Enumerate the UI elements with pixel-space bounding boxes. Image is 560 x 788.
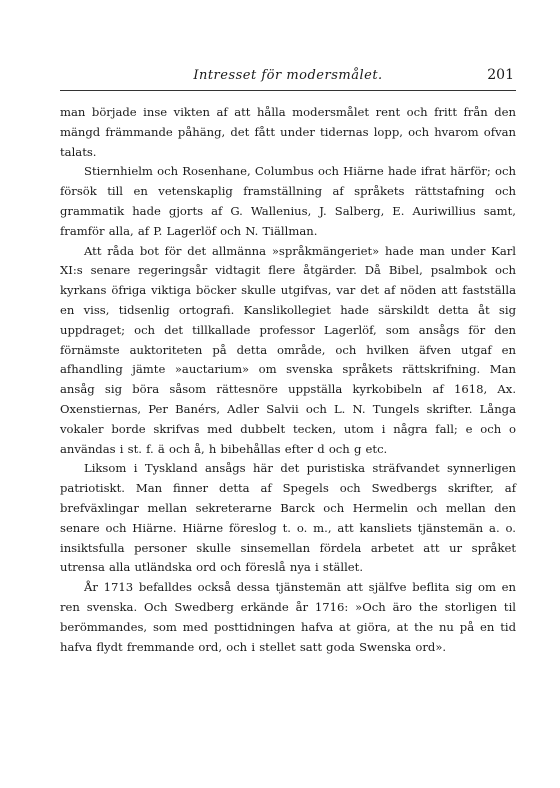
page-header (60, 64, 516, 91)
page-number: 201 (487, 67, 514, 83)
body-text (60, 103, 516, 657)
running-title: Intresset för modersmålet. (193, 68, 383, 83)
book-page (60, 64, 516, 657)
paragraph: Stiernhielm och Rosenhane, Columbus och Hiärne hade ifrat härför; och försök till en vetenskaplig framställning af språkets rättstafning och grammatik hade gjorts af G. Wallenius, J. Salberg, E. Auriwillius samt, framför alla, af P. Lagerlöf och N. Tiällman. (60, 164, 516, 238)
paragraph: Liksom i Tyskland ansågs här det puristiska sträfvandet synnerligen patriotiskt. Man finner detta af Spegels och Swedbergs skrifter, af brefväxlingar mellan sekreterarne Barck och Hermelin och mellan den senare och Hiärne. Hiärne föreslog t. o. m., att kansliets tjänstemän a. o. insiktsfulla personer skulle sinsemellan fördela arbetet att ur språket utrensa alla utländska ord och föreslå nya i stället. (60, 461, 516, 575)
paragraph: man började inse vikten af att hålla modersmålet rent och fritt från den mängd främmande påhäng, det fått under tidernas lopp, och hvarom ofvan talats. (60, 105, 516, 159)
paragraph: Att råda bot för det allmänna »språkmängeriet» hade man under Karl XI:s senare regeringsår vidtagit flere åtgärder. Då Bibel, psalmbok och kyrkans öfriga viktiga böcker skulle utgifvas, var det af nöden att fastställa en viss, tidsenlig ortografi. Kanslikollegiet hade särskildt detta åt sig uppdraget; och det tillkallade professor Lagerlöf, som ansågs för den förnämste auktoriteten på detta område, och hvilken äfven utgaf en afhandling jämte »auctarium» om svenska språkets rättskrifning. Man ansåg sig böra såsom rättesnöre uppställa kyrkobibeln af 1618, Ax. Oxenstiernas, Per Banérs, Adler Salvii och L. N. Tungels skrifter. Långa vokaler borde skrifvas med dubbelt tecken, utom i några fall; e och o användas i st. f. ä och å, h bibehållas efter d och g etc. (60, 243, 516, 456)
paragraph: År 1713 befalldes också dessa tjänstemän att själfve beflita sig om en ren svenska. Och Swedberg erkände år 1716: »Och äro the storligen til berömmandes, som med posttidningen hafva at giöra, at the nu på en tid hafva flydt fremmande ord, och i stellet satt goda Swenska ord». (60, 580, 516, 654)
